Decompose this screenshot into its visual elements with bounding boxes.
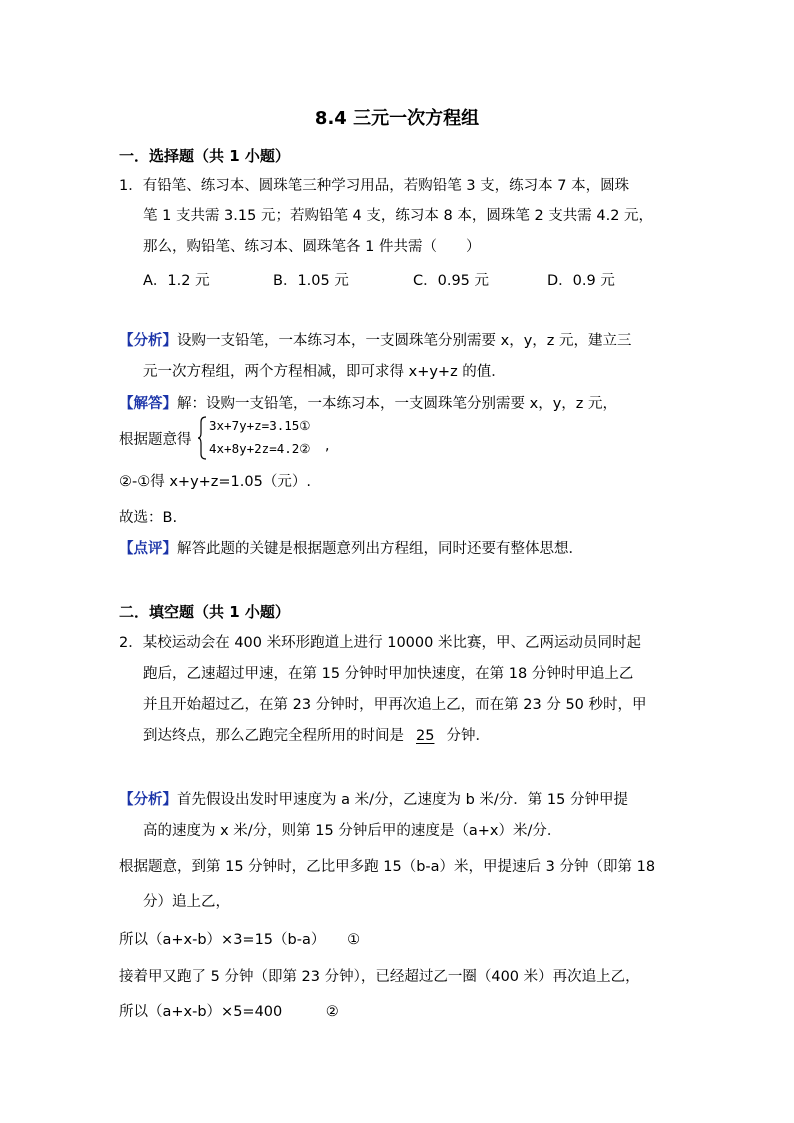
solution-tag: 【解答】: [119, 396, 177, 412]
question-1-line-3: 那么，购铅笔、练习本、圆珠笔各 1 件共需（ ）: [143, 239, 481, 255]
section-heading-fill: 二．填空题（共 1 小题）: [119, 603, 290, 621]
analysis-1-text: 设购一支铅笔，一本练习本，一支圆珠笔分别需要 x，y，z 元，建立三: [177, 333, 632, 349]
option-b: B．1.05 元: [273, 273, 349, 289]
option-c: C．0.95 元: [413, 273, 490, 289]
question-2-line-4-after: 分钟．: [446, 728, 490, 744]
analysis-2-line-4: 分）追上乙，: [143, 894, 230, 910]
comment-1-line: [119, 539, 583, 559]
analysis-1-line-1: [119, 331, 632, 351]
comment-1-text: 解答此题的关键是根据题意列出方程组，同时还要有整体思想．: [177, 541, 583, 557]
answer-blank: 25: [416, 728, 435, 744]
option-d: D．0.9 元: [547, 273, 615, 289]
analysis-2-line-6: 接着甲又跑了 5 分钟（即第 23 分钟），已经超过乙一圈（400 米）再次追上乙，: [119, 969, 640, 985]
question-1-line-2: 笔 1 支共需 3.15 元；若购铅笔 4 支，练习本 8 本，圆珠笔 2 支共需 4.2 元，: [143, 208, 654, 224]
solution-1-text: 解：设购一支铅笔，一本练习本，一支圆珠笔分别需要 x，y，z 元，: [177, 396, 617, 412]
comment-tag: 【点评】: [119, 541, 177, 557]
system-comma: ,: [325, 438, 330, 454]
option-a: A．1.2 元: [143, 273, 210, 289]
analysis-2-text: 首先假设出发时甲速度为 a 米/分，乙速度为 b 米/分．第 15 分钟甲提: [177, 792, 628, 808]
question-2-line-3: 并且开始超过乙，在第 23 分钟时，甲再次追上乙，而在第 23 分 50 秒时，甲: [143, 697, 647, 713]
equation-1: 3x+7y+z=3.15①: [209, 418, 311, 433]
left-brace-icon: [197, 416, 207, 460]
question-2-line-4: [143, 726, 490, 746]
analysis-2-line-1: [119, 790, 628, 810]
section-heading-choice: 一．选择题（共 1 小题）: [119, 147, 290, 165]
question-1-line-1: 1．有铅笔、练习本、圆珠笔三种学习用品，若购铅笔 3 支，练习本 7 本，圆珠: [119, 178, 630, 194]
analysis-2-line-2: 高的速度为 x 米/分，则第 15 分钟后甲的速度是（a+x）米/分．: [143, 823, 562, 839]
system-label: 根据题意得: [119, 432, 192, 448]
page-title: 8.4 三元一次方程组: [314, 108, 480, 129]
analysis-2-line-5: 所以（a+x-b）×3=15（b-a） ①: [119, 932, 361, 948]
question-2-line-4-before: 到达终点，那么乙跑完全程所用的时间是: [143, 728, 404, 744]
solution-1-line-4: 故选：B.: [119, 510, 178, 526]
solution-1-line-1: [119, 394, 617, 414]
solution-1-line-3: ②-①得 x+y+z=1.05（元）.: [119, 474, 311, 490]
analysis-2-tag: 【分析】: [119, 792, 177, 808]
equation-2: 4x+8y+2z=4.2②: [209, 441, 311, 456]
analysis-2-line-7: 所以（a+x-b）×5=400 ②: [119, 1004, 339, 1020]
question-2-line-2: 跑后，乙速超过甲速，在第 15 分钟时甲加快速度，在第 18 分钟时甲追上乙: [143, 666, 634, 682]
analysis-tag: 【分析】: [119, 333, 177, 349]
analysis-2-line-3: 根据题意，到第 15 分钟时，乙比甲多跑 15（b-a）米，甲提速后 3 分钟（即第 18: [119, 859, 656, 875]
analysis-1-line-2: 元一次方程组，两个方程相减，即可求得 x+y+z 的值．: [143, 364, 506, 380]
question-2-line-1: 2．某校运动会在 400 米环形跑道上进行 10000 米比赛，甲、乙两运动员同时起: [119, 635, 641, 651]
